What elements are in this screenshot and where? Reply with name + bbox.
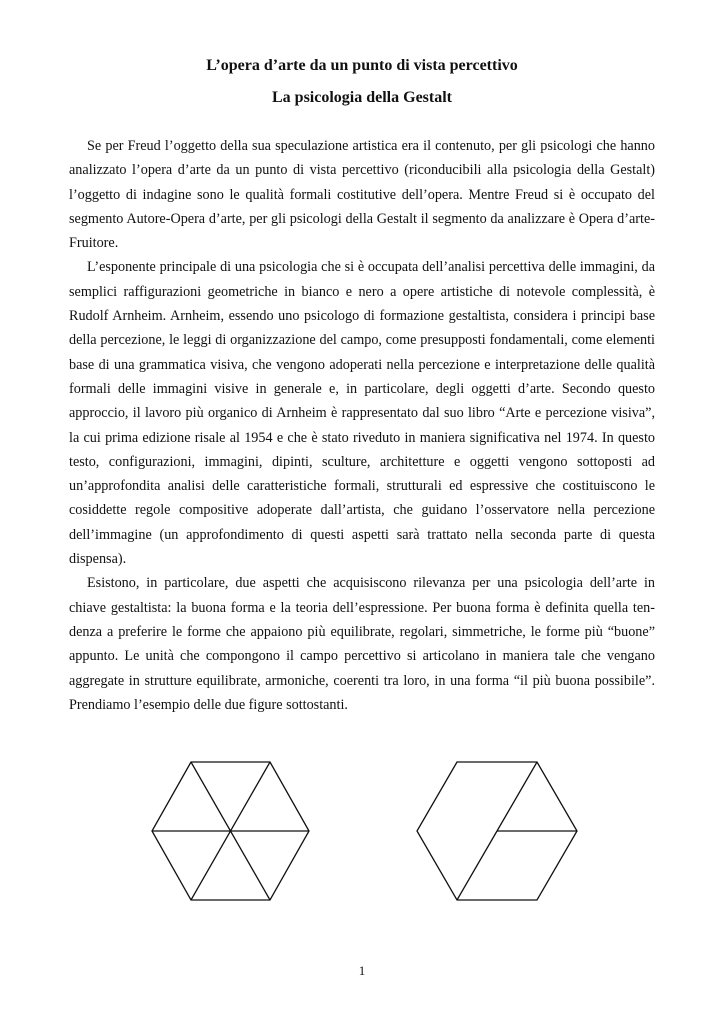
hexagon-cube-figure — [417, 762, 577, 900]
paragraph-3: Esistono, in particolare, due aspetti che acquisiscono rilevanza per una psicologia dell’arte in chiave gestaltista: la buona forma e la teoria dell’espressione. Per buona forma è definita quella tendenza a preferire le forme che appaiono più equilibrate, regolari, simmetriche, le forme più “buone” appunto. Le unità che compongono il campo percettivo si articolano in maniera tale che vengano aggregate in strutture equilibrate, armoniche, coerenti tra loro, in una forma “il più buona possibile”. Prendiamo l’esempio delle due figure sottostanti. — [69, 575, 655, 713]
page-title: L’opera d’arte da un punto di vista percettivo — [206, 57, 518, 74]
paragraph-2: L’esponente principale di una psicologia che si è occupata dell’analisi percettiva delle immagini, da semplici raffigurazioni geometriche in bianco e nero a opere artistiche di notevole complessità, è Rudolf Arnheim. Arnheim, essendo uno psicologo di formazione gestaltista, considera i principi base della percezione, le leggi di organizzazione del campo, come presupposti fondamentali, come elementi base di una grammatica visiva, che vengono adoperati nella percezione e interpretazione delle qualità formali delle immagini visive in generale e, in particolare, degli oggetti d’arte. Secondo questo approccio, il lavoro più organico di Arnheim è rappresentato dal suo libro “Arte e percezione visiva”, la cui prima edizione risale al 1954 e che è stato riveduto in maniera significativa nel 1974. In questo testo, configurazioni, immagini, dipinti, sculture, architetture e oggetti vengono sottoposti ad un’approfondita analisi delle caratteristiche formali, strutturali ed espressive che costituiscono le cosiddette regole compositive adoperate dall’artista, che guidano l’osservatore nella percezione dell’immagine (un approfondimento di questi aspetti sarà trattato nella seconda parte di questa dispensa). — [69, 259, 655, 568]
page-number: 1 — [358, 963, 366, 978]
paragraph-1: Se per Freud l’oggetto della sua speculazione artistica era il contenuto, per gli psicologi che hanno analizzato l’opera d’arte da un punto di vista percettivo (riconducibili alla psicologia della Gestalt) l’oggetto di indagine sono le qualità formali costitutive dell’opera. Mentre Freud si è occupato del segmento Autore-Opera d’arte, per gli psicologi della Gestalt il segmento da analizzare è Opera d’arte-Fruitore. — [69, 138, 655, 252]
cube-edge-3 — [457, 831, 497, 900]
hexagon-triangles-figure — [152, 762, 309, 900]
cube-edge-1 — [497, 762, 537, 831]
gestalt-figures — [0, 755, 724, 905]
body-text — [69, 134, 655, 717]
page-subtitle: La psicologia della Gestalt — [272, 89, 452, 106]
